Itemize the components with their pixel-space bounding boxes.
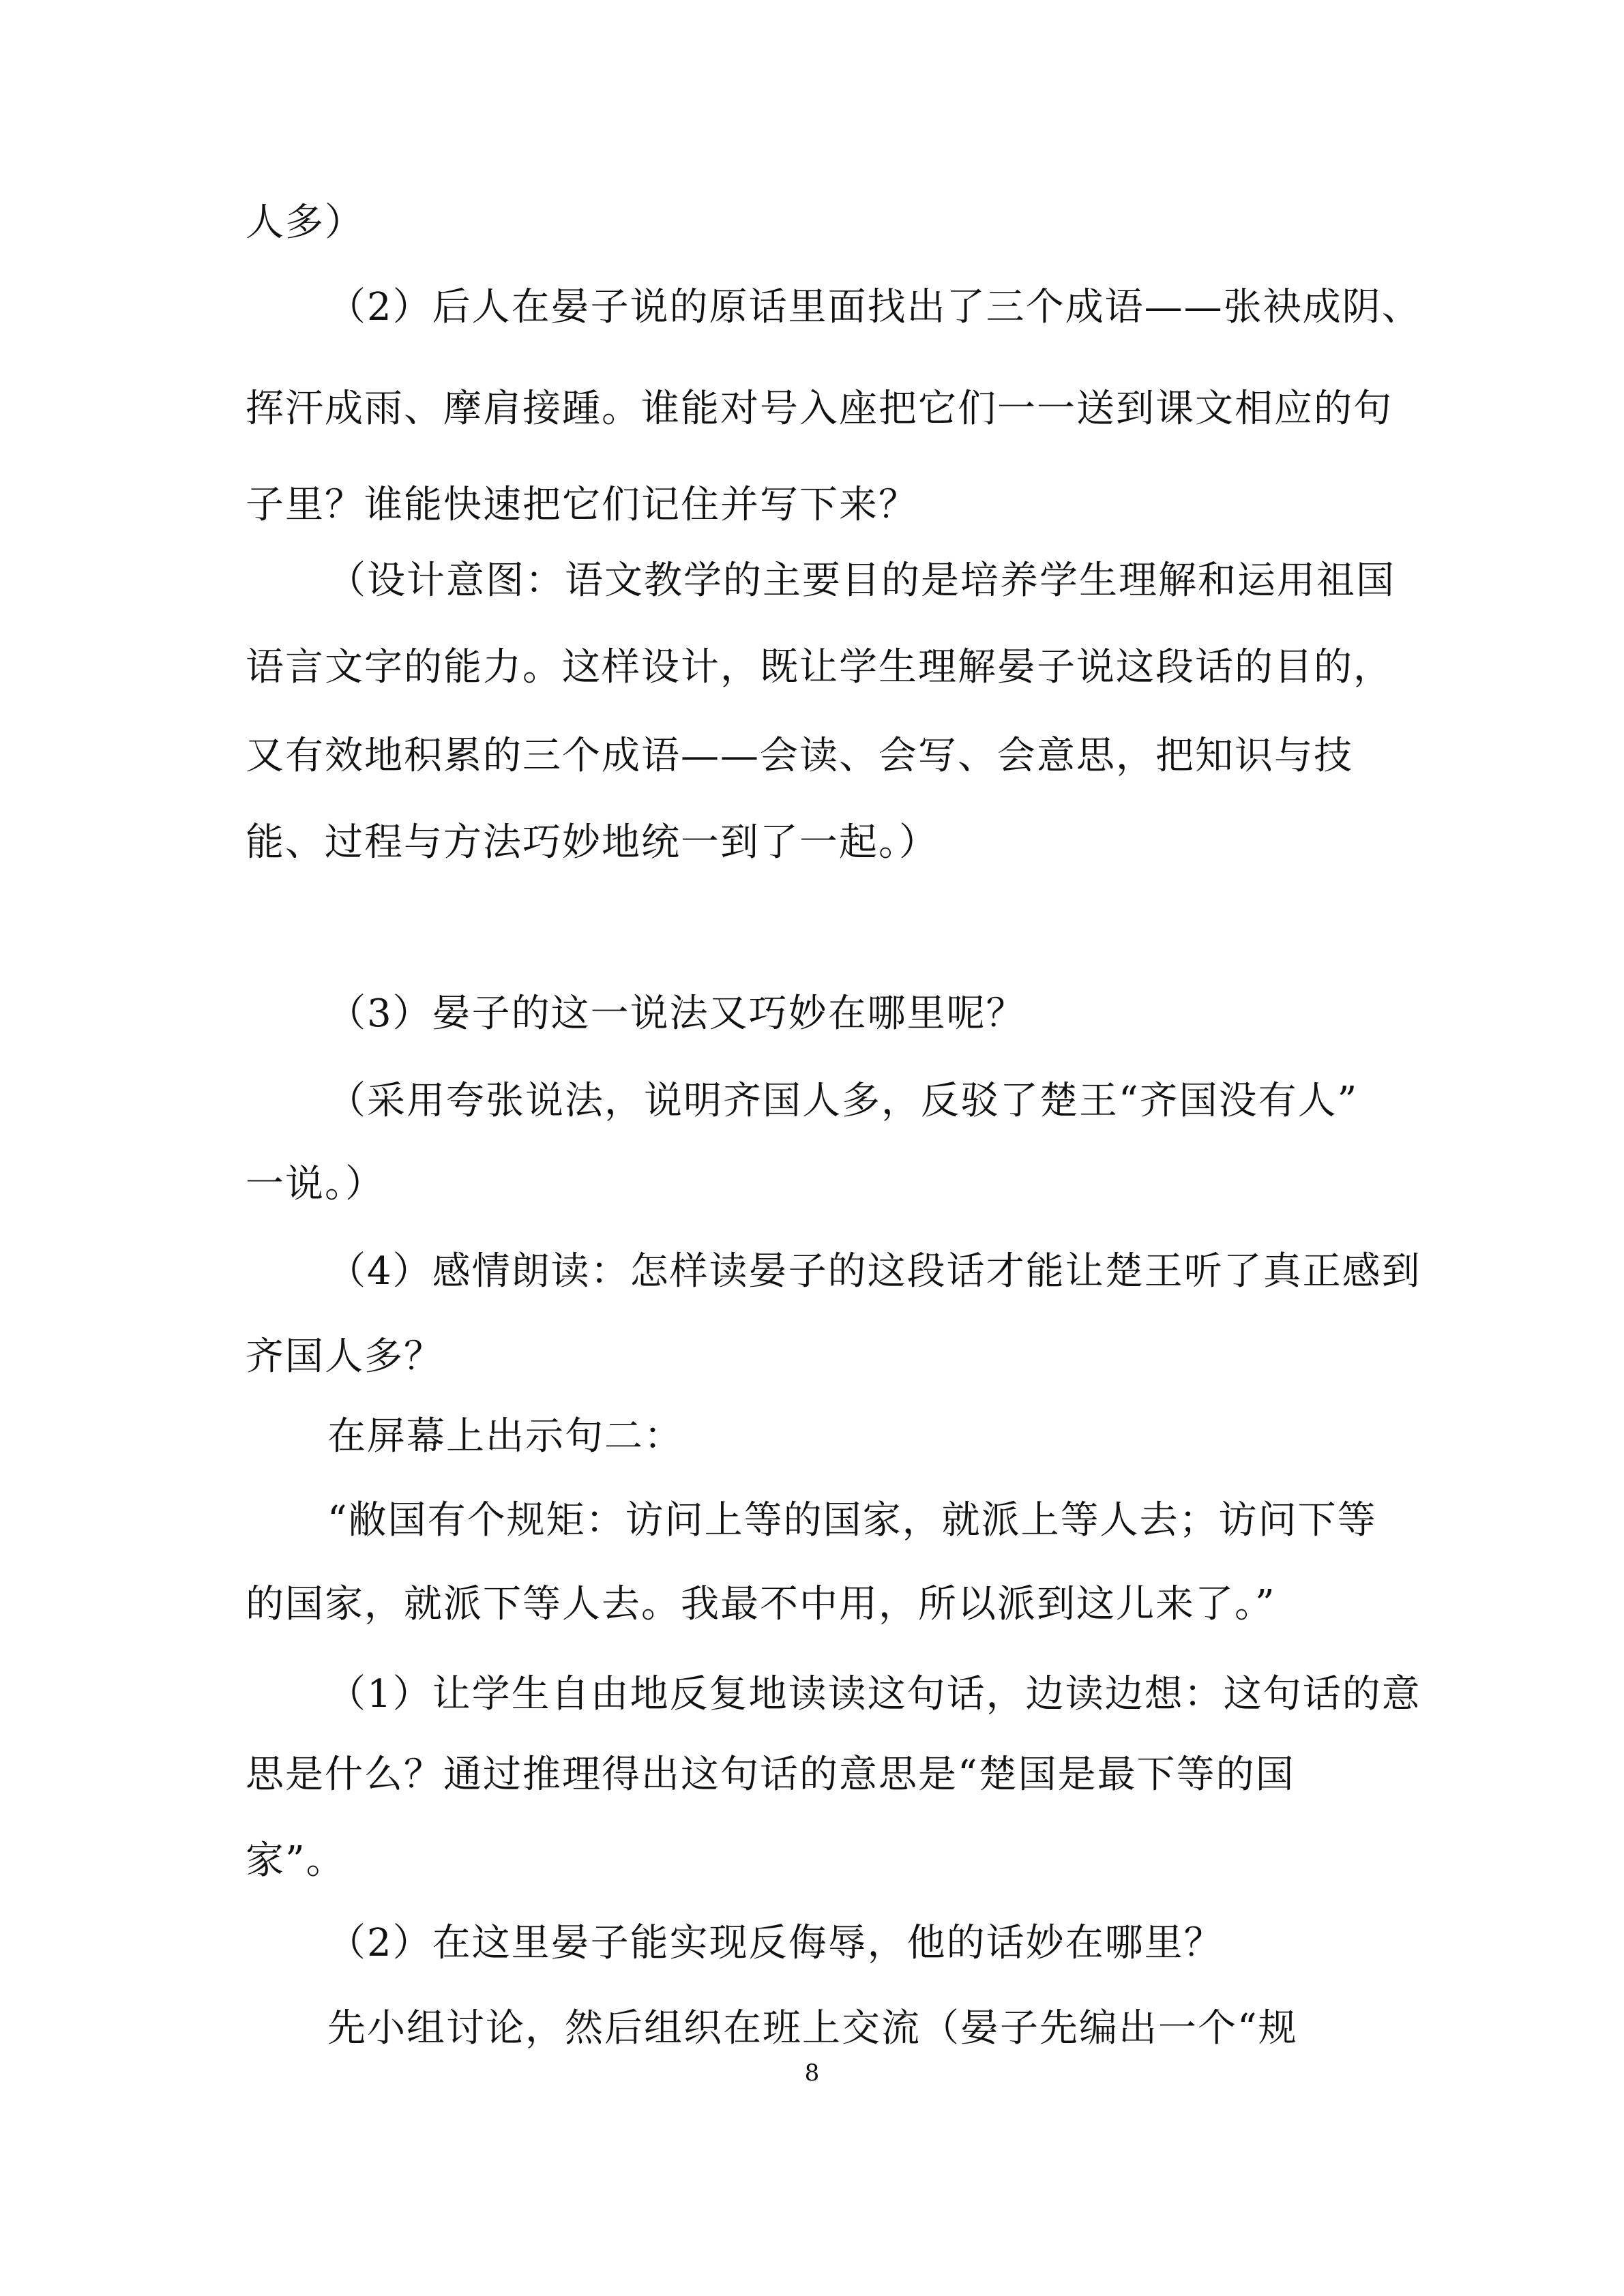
text-line: 人多）: [246, 200, 364, 245]
text-line: 在屏幕上出示句二：: [327, 1414, 683, 1459]
text-line: （采用夸张说法，说明齐国人多，反驳了楚王“齐国没有人”: [327, 1079, 1359, 1123]
text-line: （设计意图：语文教学的主要目的是培养学生理解和运用祖国: [327, 558, 1396, 603]
text-line: （2）后人在晏子说的原话里面找出了三个成语——张袂成阴、: [327, 285, 1421, 329]
text-line: 语言文字的能力。这样设计，既让学生理解晏子说这段话的目的，: [246, 645, 1393, 689]
text-line: （2）在这里晏子能实现反侮辱，他的话妙在哪里？: [327, 1921, 1224, 1965]
text-line: 思是什么？通过推理得出这句话的意思是“楚国是最下等的国: [246, 1753, 1295, 1797]
text-line: 又有效地积累的三个成语——会读、会写、会意思，把知识与技: [246, 734, 1353, 778]
text-line: （4）感情朗读：怎样读晏子的这段话才能让楚王听了真正感到: [327, 1249, 1421, 1294]
text-line: （3）晏子的这一说法又巧妙在哪里呢？: [327, 992, 1026, 1036]
text-line: （1）让学生自由地反复地读读这句话，边读边想：这句话的意: [327, 1672, 1421, 1716]
text-line: 挥汗成雨、摩肩接踵。谁能对号入座把它们一一送到课文相应的句: [246, 387, 1393, 431]
text-line: 的国家，就派下等人去。我最不中用，所以派到这儿来了。”: [246, 1582, 1276, 1626]
text-line: “敝国有个规矩：访问上等的国家，就派上等人去；访问下等: [327, 1498, 1377, 1542]
text-line: 一说。）: [246, 1162, 385, 1206]
text-line: 子里？谁能快速把它们记住并写下来？: [246, 483, 918, 527]
text-line: 能、过程与方法巧妙地统一到了一起。）: [246, 820, 939, 865]
page-number: 8: [804, 2059, 820, 2087]
text-line: 齐国人多？: [246, 1335, 443, 1379]
text-line: 先小组讨论，然后组织在班上交流（晏子先编出一个“规: [327, 2006, 1298, 2051]
text-line: 家”。: [246, 1838, 346, 1883]
